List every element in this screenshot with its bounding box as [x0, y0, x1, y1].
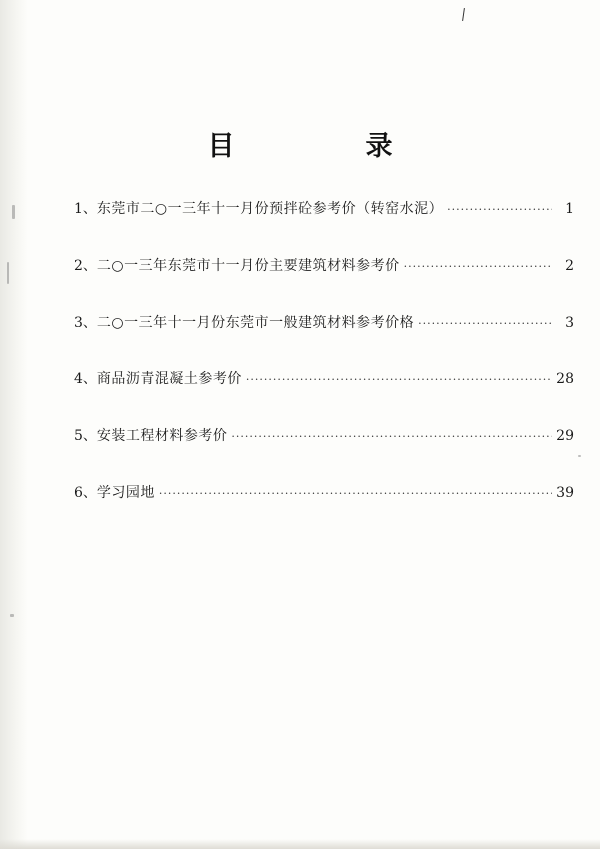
toc-page-number: 29 [556, 428, 574, 445]
toc-title: 学习园地 [96, 484, 155, 501]
dot-leader [231, 430, 552, 443]
scan-speck [10, 614, 14, 617]
dot-leader [159, 487, 552, 500]
dot-leader [418, 317, 552, 330]
toc-title: 安装工程材料参考价 [96, 428, 228, 445]
toc-page-number: 28 [556, 371, 574, 388]
pen-mark [462, 8, 465, 21]
toc-number: 2、 [74, 257, 97, 274]
dot-leader [246, 373, 552, 386]
dot-leader [447, 203, 552, 216]
toc-page-number: 1 [565, 201, 574, 217]
scan-speck [7, 262, 9, 284]
scan-speck [578, 455, 581, 457]
toc-entry[interactable] [74, 425, 574, 454]
toc-entry[interactable] [74, 482, 574, 511]
toc-title: 商品沥青混凝土参考价 [96, 371, 242, 388]
toc-number: 5、 [74, 428, 97, 445]
toc-number: 1、 [74, 201, 97, 217]
toc-title: 二○一三年东莞市十一月份主要建筑材料参考价 [96, 257, 400, 274]
toc-title: 二○一三年十一月份东莞市一般建筑材料参考价格 [96, 314, 415, 331]
toc-number: 6、 [74, 484, 97, 501]
toc-number: 4、 [74, 371, 97, 388]
page-title: 目 录 [207, 131, 445, 162]
toc-entry[interactable] [74, 312, 574, 341]
toc-entry[interactable] [74, 368, 574, 397]
table-of-contents [74, 198, 574, 539]
toc-page-number: 3 [565, 314, 574, 331]
toc-entry[interactable] [74, 255, 574, 284]
toc-entry[interactable] [74, 198, 574, 227]
scan-bottom-shadow [0, 839, 600, 849]
scan-speck [12, 205, 15, 219]
toc-title: 东莞市二○一三年十一月份预拌砼参考价（转窑水泥） [96, 201, 444, 217]
toc-page-number: 39 [556, 484, 574, 501]
toc-number: 3、 [74, 314, 97, 331]
dot-leader [404, 260, 552, 273]
toc-page-number: 2 [565, 257, 574, 274]
